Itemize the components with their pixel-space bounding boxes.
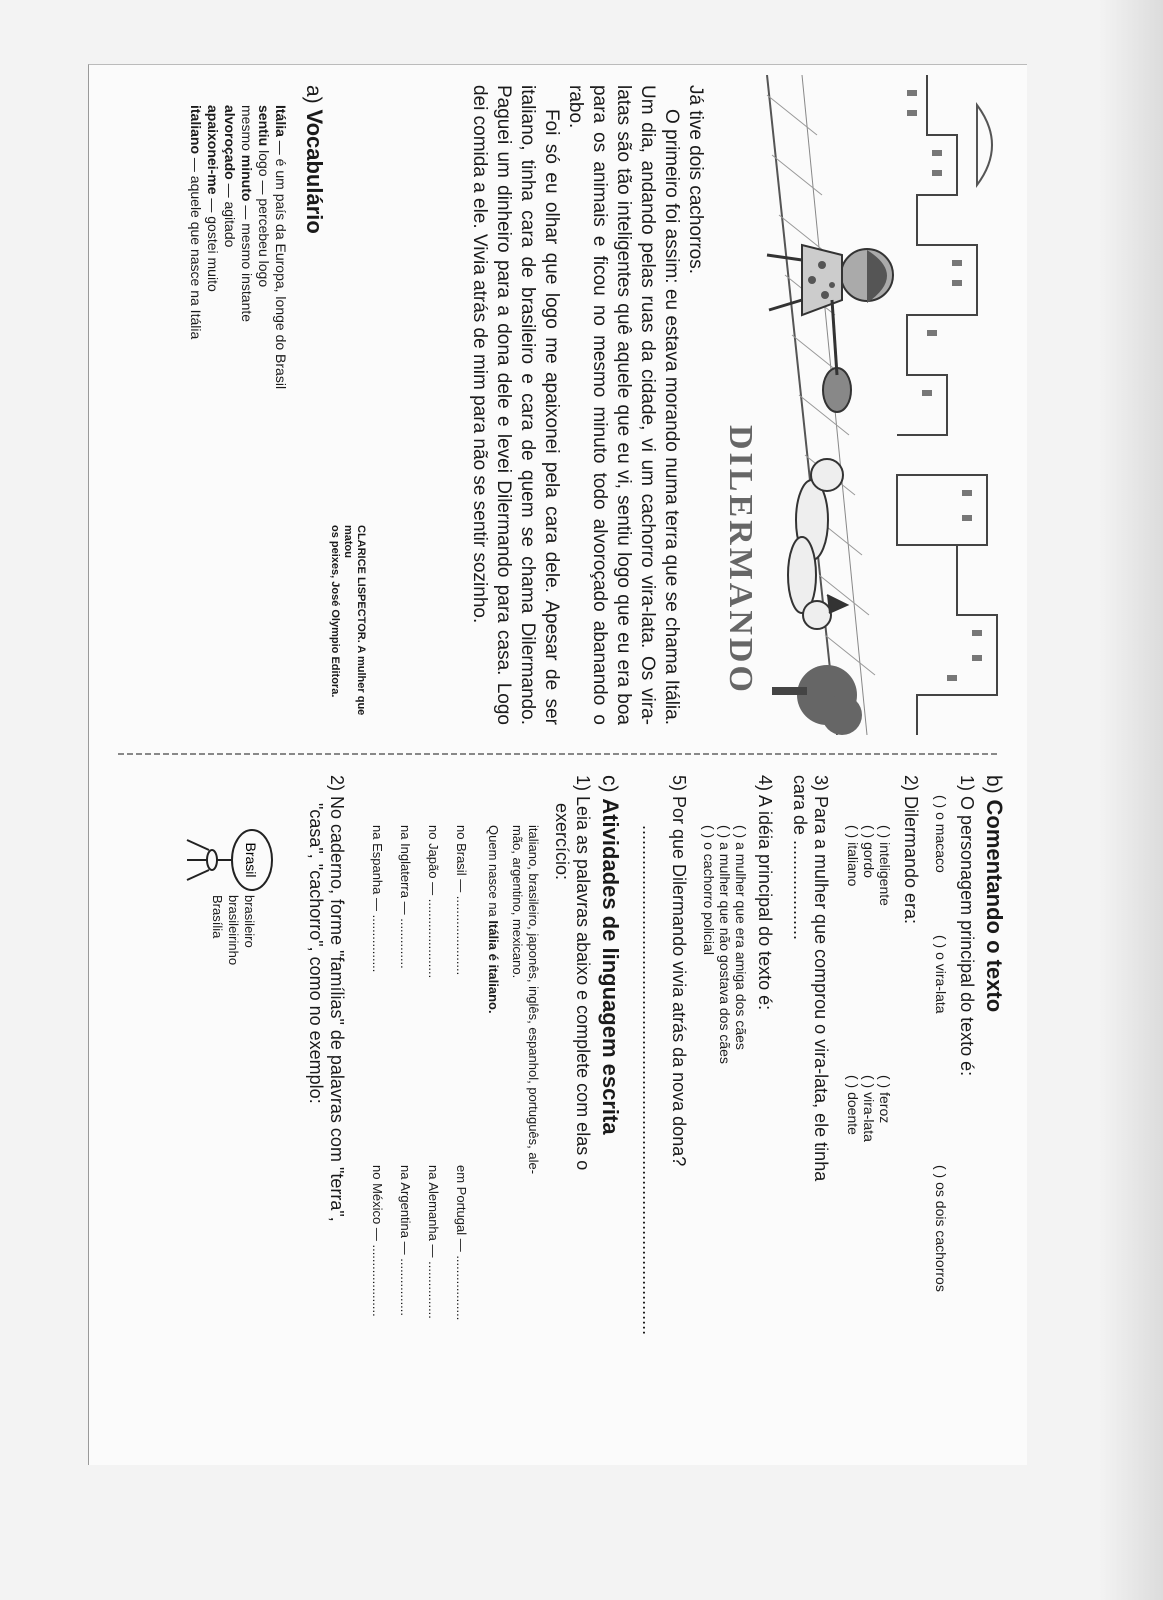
question-5: 5) Por que Dilermando vivia atrás da nova dona? [669,775,689,1167]
credit-line: os peixes, José Olympio Editora. [329,525,341,698]
fill-row[interactable]: no México — .................... [370,1165,385,1317]
diagram-word: brasileirinho [226,895,241,966]
story-paragraph: Já tive dois cachorros. [685,85,706,275]
q5-answer-line[interactable]: ...................................................................................................... [639,825,659,1336]
vocab-heading [301,85,327,234]
c-q2-line: "casa", "cachorro", como no exemplo: [306,803,326,1104]
word-list-line: italiano, brasileiro, japonês, inglês, espanhol, português, ale- [526,825,541,1175]
fill-row[interactable]: na Inglaterra — .............. [398,825,413,969]
q3-answer-line[interactable]: cara de .................... [790,775,810,941]
question-2: 2) Dilermando era: [901,775,921,925]
rotated-content [89,65,1027,1465]
fill-rows-left [363,825,475,978]
vocab-item: Itália — é um país da Europa, longe do Brasil [273,105,289,390]
section-c-heading: c) Atividades de linguagem escrita [598,775,623,1135]
activities-page [89,765,1027,1465]
q2-option[interactable]: ( ) gordo [861,825,877,878]
c-q2-line: 2) No caderno, forme "famílias" de palavras com "terra", [327,775,347,1222]
question-4: 4) A idéia principal do texto é: [755,775,775,1011]
q4-option[interactable]: ( ) a mulher que não gostava dos cães [717,825,733,1064]
c-question-2 [305,775,347,1222]
vocab-letter: a) [302,85,325,104]
question-1: 1) O personagem principal do texto é: [957,775,977,1077]
question-3 [789,775,831,1181]
q2-option[interactable]: ( ) italiano [845,825,861,887]
q1-option[interactable]: ( ) os dois cachorros [933,1165,949,1292]
q1-option[interactable]: ( ) o vira-lata [933,935,949,1014]
fill-row[interactable]: na Espanha — ................ [370,825,385,973]
diagram-root: Brasil [243,842,259,878]
worksheet-page [88,64,1027,1465]
diagram-words [209,895,257,965]
q2-option[interactable]: ( ) vira-lata [861,1075,877,1142]
c-q1-line: exercício: [552,803,572,881]
credit-line: CLARICE LISPECTOR. A mulher que matou [342,525,367,716]
story-credit [328,525,367,725]
q4-option[interactable]: ( ) a mulher que era amiga dos cães [733,825,749,1050]
c-question-1 [551,775,593,1170]
story-title: DILERMANDO [722,425,759,695]
vocab-item: sentiu logo — percebeu logo [256,105,272,288]
q3-line: 3) Para a mulher que comprou o vira-lata, ele tinha [811,775,831,1182]
fill-row[interactable]: no Brasil — ...................... [454,825,469,976]
diagram-word: brasileiro [242,895,257,948]
q4-options [701,825,749,1064]
page-divider [117,753,997,755]
story-paragraph: O primeiro foi assim: eu estava morando numa terra que se chama Itália. Um dia, andando pelas ruas da cidade, vi um cachorro vira-lata. Os vira-latas são tão inteligentes quê aquele que eu vi, sentiu logo que eu era boa para os animais e ficou no mesmo minuto todo alvoroçado abanando o rabo. [565,85,682,725]
story-illustration [762,75,1017,735]
vocab-item: alvoroçado — agitado [222,105,238,248]
vocab-item: apaixonei-me — gostei muito [205,105,221,292]
fill-row[interactable]: na Alemanha — ................ [426,1165,441,1319]
q1-option[interactable]: ( ) o macaco [933,795,949,873]
q2-options-col2 [845,1075,893,1142]
fill-row[interactable]: na Argentina — ................ [398,1165,413,1317]
fill-row[interactable]: no Japão — ...................... [426,825,441,979]
q2-option[interactable]: ( ) inteligente [877,825,893,906]
vocab-list [187,105,289,389]
fill-rows-right [363,1165,475,1320]
c-q1-line: 1) Leia as palavras abaixo e complete com elas o [573,775,593,1171]
story-text [467,85,707,725]
vocab-item: mesmo minuto — mesmo instante [239,105,255,323]
dogs-figure [788,459,847,629]
story-page [89,65,1027,745]
word-list-line: mão, argentino, mexicano. [510,825,525,979]
lady-figure [767,245,893,412]
q4-option[interactable]: ( ) o cachorro policial [701,825,717,955]
section-b-heading: b) Comentando o texto [982,775,1007,1013]
tree [772,665,862,735]
vocab-item: italiano — aquele que nasce na Itália [188,105,204,340]
story-paragraph: Foi só eu olhar que logo me apaixonei pela cara dele. Apesar de ser italiano, tinha cara de brasileiro e cara de quem se chama Dilermando. Paguei um dinheiro para a dona dele e levei Dilermando para casa. Logo dei comida a ele. Vivia atrás de mim para não se sentir sozinho. [469,85,562,725]
vocab-title: Vocabulário [302,109,327,234]
fill-row[interactable]: em Portugal — .................. [454,1165,469,1321]
q2-options-col1 [845,825,893,906]
q2-option[interactable]: ( ) feroz [877,1075,893,1124]
q2-option[interactable]: ( ) doente [845,1075,861,1135]
example-sentence: Quem nasce na Itália é italiano. [486,825,501,1014]
word-list [509,825,541,1174]
scan-edge-shadow [1100,0,1163,1600]
diagram-word: Brasília [210,895,225,939]
